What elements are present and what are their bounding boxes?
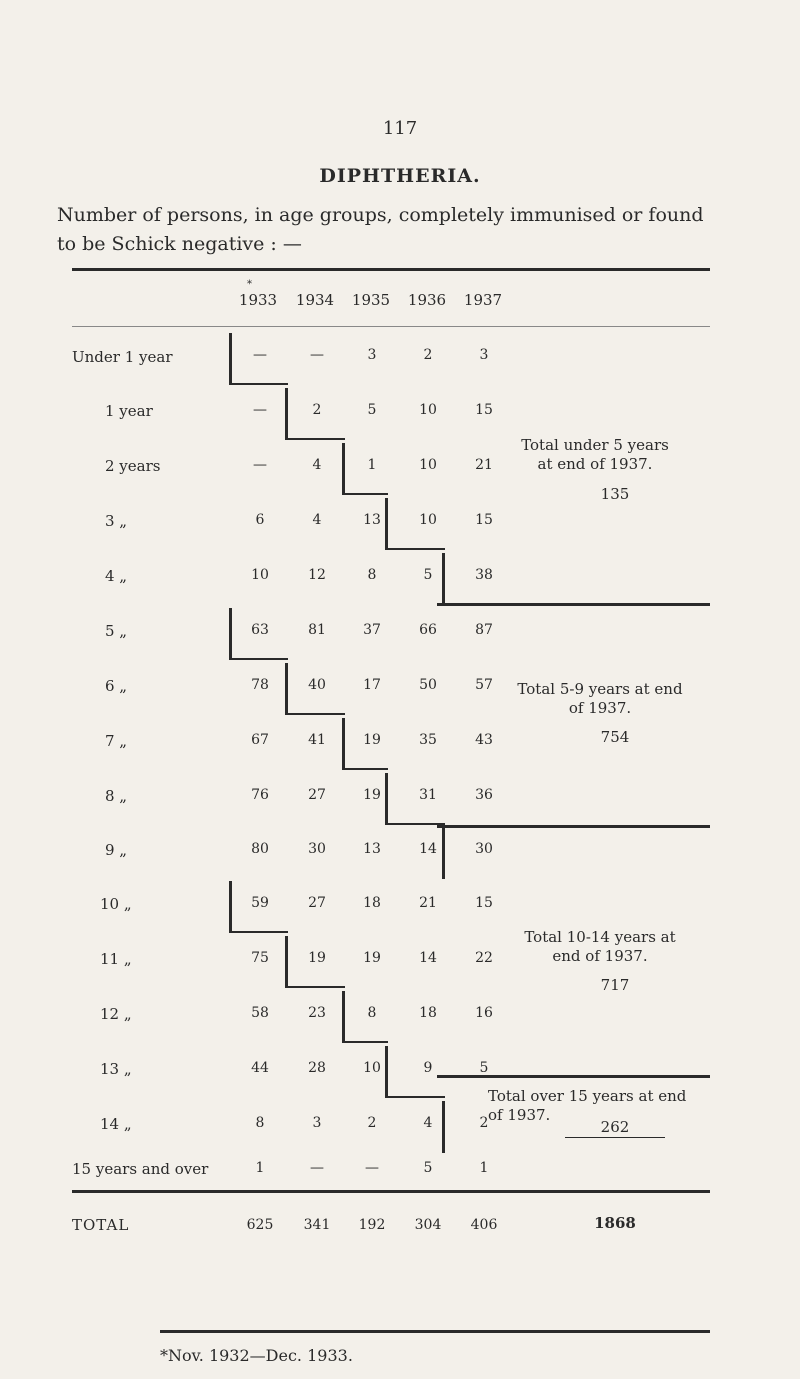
table-cell: — xyxy=(310,347,324,363)
table-cell: 18 xyxy=(363,895,381,911)
total-cell: 625 xyxy=(246,1217,274,1233)
table-cell: 75 xyxy=(251,950,269,966)
table-cell: 59 xyxy=(251,895,269,911)
table-cell: 40 xyxy=(308,677,326,693)
note-value: 135 xyxy=(600,485,630,503)
row-label: 14 „ xyxy=(100,1115,132,1133)
stair-line xyxy=(229,881,232,933)
table-cell: 15 xyxy=(475,512,493,528)
table-cell: 8 xyxy=(367,567,377,583)
table-cell: 3 xyxy=(367,347,377,363)
total-label: TOTAL xyxy=(72,1216,130,1234)
stair-line xyxy=(385,1096,445,1098)
row-label: 13 „ xyxy=(100,1060,132,1078)
stair-line xyxy=(229,931,288,933)
table-cell: 80 xyxy=(251,841,269,857)
table-cell: 9 xyxy=(423,1060,433,1076)
table-cell: 63 xyxy=(251,622,269,638)
table-cell: 2 xyxy=(367,1115,377,1131)
table-cell: 13 xyxy=(363,512,381,528)
table-cell: 50 xyxy=(419,677,437,693)
table-cell: 57 xyxy=(475,677,493,693)
table-cell: — xyxy=(365,1160,379,1176)
row-label: 5 „ xyxy=(105,622,128,640)
page-title: DIPHTHERIA. xyxy=(319,165,481,187)
table-cell: 22 xyxy=(475,950,493,966)
table-cell: 4 xyxy=(423,1115,433,1131)
table-cell: 17 xyxy=(363,677,381,693)
note-value: 754 xyxy=(600,728,630,746)
page-number: 117 xyxy=(382,118,418,139)
footnote: *Nov. 1932—Dec. 1933. xyxy=(160,1346,353,1365)
table-cell: 38 xyxy=(475,567,493,583)
stair-line xyxy=(285,936,288,988)
note-line: Total 10-14 years at xyxy=(524,928,676,946)
table-cell: 4 xyxy=(312,512,322,528)
note-line: of 1937. xyxy=(568,699,632,717)
row-label: 9 „ xyxy=(105,841,128,859)
table-cell: — xyxy=(253,347,267,363)
table-cell: 30 xyxy=(308,841,326,857)
row-label: 1 year xyxy=(105,402,153,420)
table-cell: 16 xyxy=(475,1005,493,1021)
note-value: 717 xyxy=(600,976,630,994)
stair-line xyxy=(229,333,232,385)
row-label: 12 „ xyxy=(100,1005,132,1023)
star-marker: * xyxy=(247,279,252,290)
table-cell: 15 xyxy=(475,402,493,418)
year-header: 1934 xyxy=(295,291,335,309)
table-cell: 21 xyxy=(475,457,493,473)
section-rule-1 xyxy=(437,603,710,606)
stair-line xyxy=(342,443,345,495)
table-cell: 8 xyxy=(367,1005,377,1021)
table-cell: 10 xyxy=(363,1060,381,1076)
stair-line xyxy=(442,1101,445,1153)
table-cell: 21 xyxy=(419,895,437,911)
table-cell: 8 xyxy=(255,1115,265,1131)
note-underline xyxy=(565,1137,665,1138)
table-cell: 4 xyxy=(312,457,322,473)
stair-line xyxy=(385,773,388,825)
table-cell: 1 xyxy=(367,457,377,473)
table-cell: 27 xyxy=(308,895,326,911)
table-cell: 28 xyxy=(308,1060,326,1076)
note-10-14 xyxy=(480,928,720,966)
stair-line xyxy=(285,663,288,715)
stair-line xyxy=(285,388,288,440)
year-header: 1935 xyxy=(351,291,391,309)
bottom-rule xyxy=(160,1330,710,1333)
row-label: 7 „ xyxy=(105,732,128,750)
table-cell: 2 xyxy=(479,1115,489,1131)
note-line: end of 1937. xyxy=(552,947,648,965)
table-cell: — xyxy=(253,402,267,418)
table-cell: 10 xyxy=(419,457,437,473)
section-rule-2 xyxy=(437,825,710,828)
stair-line xyxy=(385,1046,388,1098)
table-cell: 19 xyxy=(363,950,381,966)
table-cell: 23 xyxy=(308,1005,326,1021)
table-cell: 13 xyxy=(363,841,381,857)
note-value: 262 xyxy=(600,1118,630,1136)
grand-total: 1868 xyxy=(594,1214,636,1232)
table-cell: 19 xyxy=(363,732,381,748)
row-label: 2 years xyxy=(105,457,161,475)
year-header: 1936 xyxy=(407,291,447,309)
stair-line xyxy=(285,986,345,988)
top-rule xyxy=(72,268,710,271)
stair-line xyxy=(342,991,345,1043)
header-rule xyxy=(72,326,710,327)
stair-line xyxy=(442,827,445,879)
total-cell: 406 xyxy=(470,1217,498,1233)
table-cell: 5 xyxy=(479,1060,489,1076)
note-under-5 xyxy=(480,436,710,474)
stair-line xyxy=(342,1041,388,1043)
table-cell: 58 xyxy=(251,1005,269,1021)
stair-line xyxy=(442,553,445,605)
table-cell: 66 xyxy=(419,622,437,638)
row-label: 3 „ xyxy=(105,512,128,530)
note-line: Total under 5 years xyxy=(521,436,669,454)
row-label: 8 „ xyxy=(105,787,128,805)
table-cell: 44 xyxy=(251,1060,269,1076)
row-label: Under 1 year xyxy=(72,348,173,366)
table-cell: 14 xyxy=(419,841,437,857)
totals-top-rule xyxy=(72,1190,710,1193)
table-cell: 5 xyxy=(423,1160,433,1176)
table-cell: 5 xyxy=(423,567,433,583)
total-cell: 192 xyxy=(358,1217,386,1233)
total-cell: 304 xyxy=(414,1217,442,1233)
table-cell: 35 xyxy=(419,732,437,748)
row-label: 4 „ xyxy=(105,567,128,585)
table-cell: 18 xyxy=(419,1005,437,1021)
table-cell: 10 xyxy=(419,512,437,528)
table-cell: 14 xyxy=(419,950,437,966)
table-cell: 43 xyxy=(475,732,493,748)
intro-line-2: to be Schick negative : — xyxy=(57,233,302,255)
table-cell: — xyxy=(253,457,267,473)
stair-line xyxy=(229,383,288,385)
table-cell: 19 xyxy=(308,950,326,966)
table-cell: 10 xyxy=(419,402,437,418)
table-cell: 67 xyxy=(251,732,269,748)
table-cell: 37 xyxy=(363,622,381,638)
table-cell: 1 xyxy=(479,1160,489,1176)
row-label: 15 years and over xyxy=(72,1160,209,1178)
table-cell: 27 xyxy=(308,787,326,803)
table-cell: 36 xyxy=(475,787,493,803)
stair-line xyxy=(229,608,232,660)
stair-line xyxy=(342,718,345,770)
stair-line xyxy=(385,498,388,550)
table-cell: 2 xyxy=(312,402,322,418)
stair-line xyxy=(385,548,445,550)
table-cell: 1 xyxy=(255,1160,265,1176)
table-cell: 15 xyxy=(475,895,493,911)
table-cell: 6 xyxy=(255,512,265,528)
year-header: 1933 xyxy=(238,291,278,309)
table-cell: 31 xyxy=(419,787,437,803)
table-cell: 5 xyxy=(367,402,377,418)
table-cell: 41 xyxy=(308,732,326,748)
table-cell: 3 xyxy=(312,1115,322,1131)
table-cell: 81 xyxy=(308,622,326,638)
note-line: of 1937. xyxy=(488,1106,551,1124)
table-cell: 30 xyxy=(475,841,493,857)
table-cell: 87 xyxy=(475,622,493,638)
stair-line xyxy=(342,768,388,770)
table-cell: 10 xyxy=(251,567,269,583)
note-5-9 xyxy=(480,680,720,718)
row-label: 10 „ xyxy=(100,895,132,913)
stair-line xyxy=(229,658,288,660)
row-label: 11 „ xyxy=(100,950,132,968)
stair-line xyxy=(342,493,388,495)
table-cell: 12 xyxy=(308,567,326,583)
table-cell: — xyxy=(310,1160,324,1176)
stair-line xyxy=(285,438,345,440)
table-cell: 76 xyxy=(251,787,269,803)
table-cell: 2 xyxy=(423,347,433,363)
stair-line xyxy=(285,713,345,715)
table-cell: 3 xyxy=(479,347,489,363)
table-cell: 78 xyxy=(251,677,269,693)
stair-line xyxy=(385,823,445,825)
intro-line-1: Number of persons, in age groups, completely immunised or found xyxy=(57,204,704,226)
note-line: Total over 15 years at end xyxy=(488,1087,687,1105)
table-cell: 19 xyxy=(363,787,381,803)
year-header: 1937 xyxy=(463,291,503,309)
total-cell: 341 xyxy=(303,1217,331,1233)
note-line: at end of 1937. xyxy=(537,455,653,473)
note-line: Total 5-9 years at end xyxy=(517,680,683,698)
row-label: 6 „ xyxy=(105,677,128,695)
